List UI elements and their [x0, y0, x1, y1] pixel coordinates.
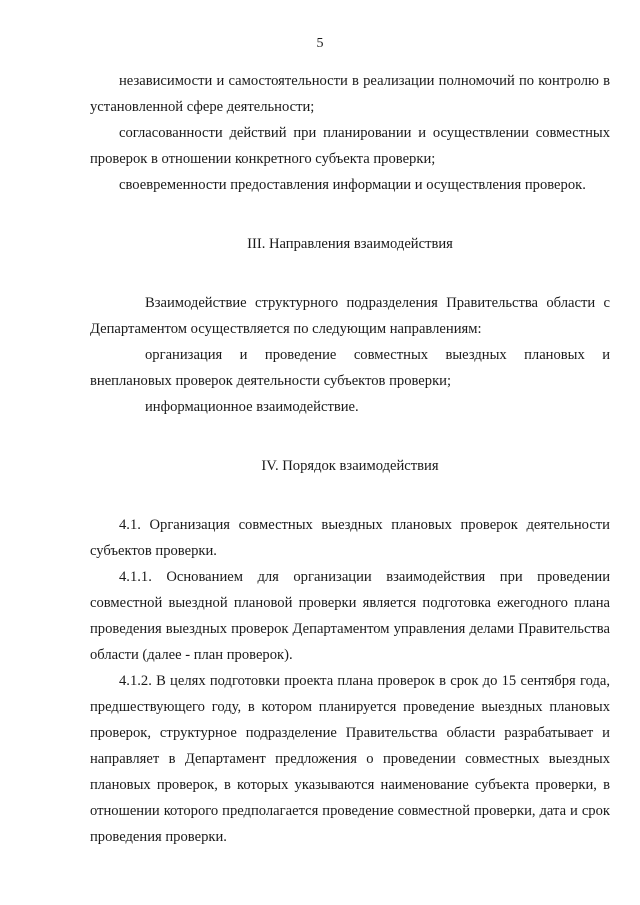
paragraph: информационное взаимодействие.	[145, 399, 359, 415]
paragraph: организация и проведение совместных выездных плановых и внеплановых проверок деятельности субъектов проверки;	[90, 347, 610, 389]
paragraph: 4.1.2. В целях подготовки проекта плана проверок в срок до 15 сентября года, предшествующего году, в котором планируется проведение выездных плановых проверок, структурное подразделение Правительства области разрабатывает и направляет в Департамент предложения о проведении совместных выездных плановых проверок, в которых указываются наименование субъекта проверки, в отношении которого предполагается проведение совместной проверки, дата и срок проведения проверки.	[90, 673, 610, 845]
paragraph: 4.1. Организация совместных выездных плановых проверок деятельности субъектов проверки.	[90, 517, 610, 559]
paragraph: 4.1.1. Основанием для организации взаимодействия при проведении совместной выездной плановой проверки является подготовка ежегодного плана проведения выездных проверок Департаментом управления делами Правительства области (далее - план проверок).	[90, 569, 610, 663]
document-body	[90, 68, 610, 850]
paragraph: независимости и самостоятельности в реализации полномочий по контролю в установленной сфере деятельности;	[90, 73, 610, 115]
paragraph: согласованности действий при планировании и осуществлении совместных проверок в отношении конкретного субъекта проверки;	[90, 125, 610, 167]
section-heading: IV. Порядок взаимодействия	[261, 458, 439, 474]
section-heading: III. Направления взаимодействия	[247, 236, 453, 252]
page-number: 5	[316, 36, 324, 51]
paragraph: Взаимодействие структурного подразделения Правительства области с Департаментом осуществляется по следующим направлениям:	[90, 295, 610, 337]
paragraph: своевременности предоставления информации и осуществления проверок.	[119, 177, 586, 193]
